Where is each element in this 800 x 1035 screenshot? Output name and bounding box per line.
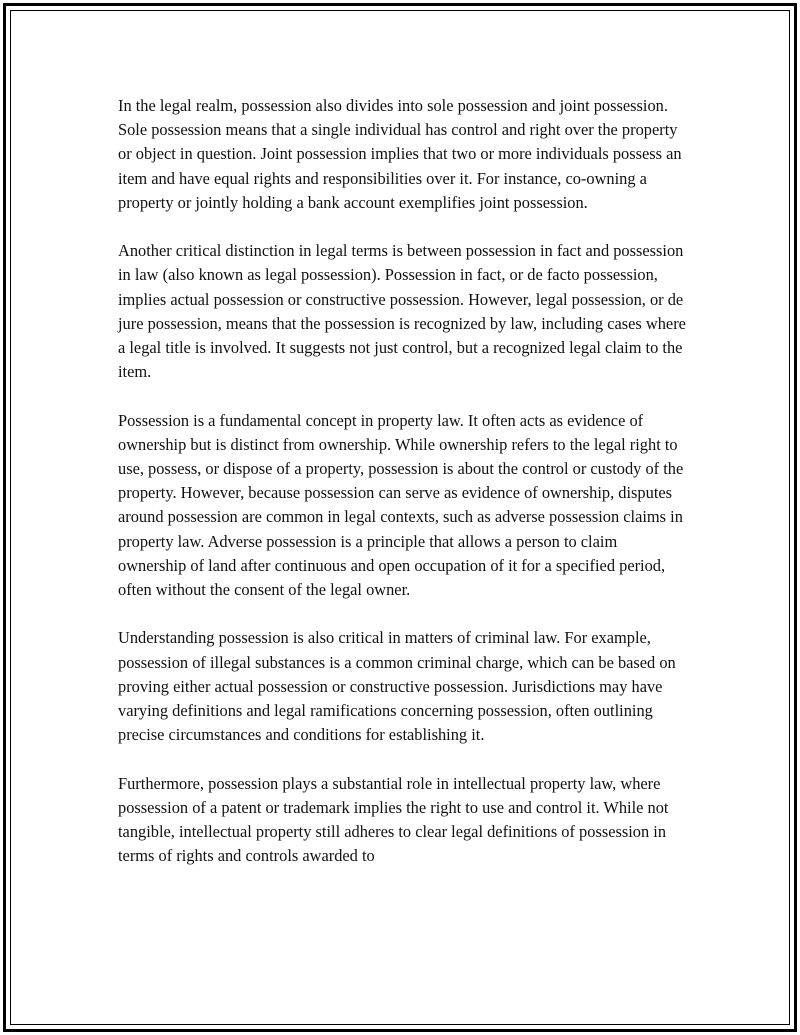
paragraph-criminal-law: Understanding possession is also critical in matters of criminal law. For example, possession of illegal substances is a common criminal charge, which can be based on proving either actual possession or constructive possession. Jurisdictions may have varying definitions and legal ramifications concerning possession, often outlining precise circumstances and conditions for establishing it. [118,628,676,745]
paragraph-possession-in-fact-vs-law: Another critical distinction in legal terms is between possession in fact and possession in law (also known as legal possession). Possession in fact, or de facto possession, implies actual possession or constructive possession. However, legal possession, or de jure possession, means that the possession is recognized by law, including cases where a legal title is involved. It suggests not just control, but a recognized legal claim to the item. [118,241,686,382]
paragraph-property-law: Possession is a fundamental concept in property law. It often acts as evidence of ownership but is distinct from ownership. While ownership refers to the legal right to use, possess, or dispose of a property, possession is about the control or custody of the property. However, because possession can serve as evidence of ownership, disputes around possession are common in legal contexts, such as adverse possession claims in property law. Adverse possession is a principle that allows a person to claim ownership of land after continuous and open occupation of it for a specified period, often without the consent of the legal owner. [118,410,684,600]
paragraph-intellectual-property: Furthermore, possession plays a substantial role in intellectual property law, where possession of a patent or trademark implies the right to use and control it. While not tangible, intellectual property still adheres to clear legal definitions of possession in terms of rights and controls awarded to [118,773,669,866]
paragraph-sole-joint-possession: In the legal realm, possession also divides into sole possession and joint possession. Sole possession means that a single individual has control and right over the property or object in question. Joint possession implies that two or more individuals possess an item and have equal rights and responsibilities over it. For instance, co-owning a property or jointly holding a bank account exemplifies joint possession. [118,96,682,212]
document-body [118,94,688,893]
